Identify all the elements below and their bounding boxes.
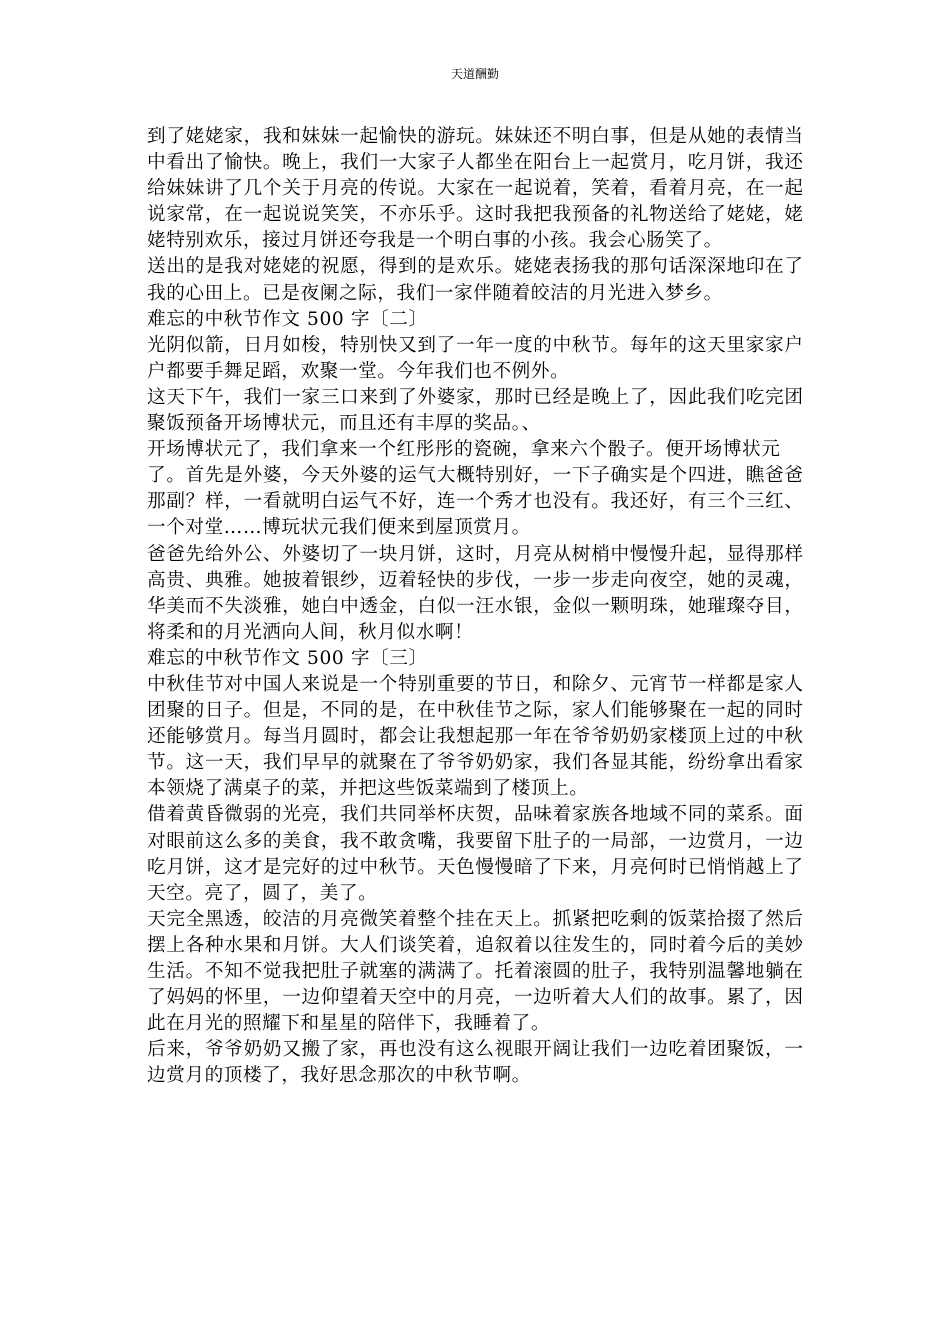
text-line: 说家常，在一起说说笑笑，不亦乐乎。这时我把我预备的礼物送给了姥姥，姥 [147,204,803,226]
text-line: 这天下午，我们一家三口来到了外婆家，那时已经是晚上了，因此我们吃完团 [147,386,803,408]
text-line: 我的心田上。已是夜阑之际，我们一家伴随着皎洁的月光进入梦乡。 [147,282,723,304]
text-line: 后来，爷爷奶奶又搬了家，再也没有这么视眼开阔让我们一边吃着团聚饭，一 [147,1039,803,1061]
page-header: 天道酬勤 [450,67,499,81]
text-line: 爸爸先给外公、外婆切了一块月饼，这时，月亮从树梢中慢慢升起，显得那样 [147,543,803,565]
text-line: 中秋佳节对中国人来说是一个特别重要的节日，和除夕、元宵节一样都是家人 [147,673,803,695]
text-line: 中看出了愉快。晚上，我们一大家子人都坐在阳台上一起赏月，吃月饼，我还 [147,152,803,174]
text-line: 天空。亮了，圆了，美了。 [147,882,378,904]
text-line: 到了姥姥家，我和妹妹一起愉快的游玩。妹妹还不明白事，但是从她的表情当 [147,126,803,147]
text-line: 户都要手舞足蹈，欢聚一堂。今年我们也不例外。 [147,360,570,382]
document-body [147,124,803,1089]
text-line: 此在月光的照耀下和星星的陪伴下，我睡着了。 [147,1013,551,1035]
text-line: 了。首先是外婆，今天外婆的运气大概特别好，一下子确实是个四进，瞧爸爸 [147,465,803,487]
text-line: 送出的是我对姥姥的祝愿，得到的是欢乐。姥姥表扬我的那句话深深地印在了 [147,256,803,278]
text-line: 对眼前这么多的美食，我不敢贪嘴，我要留下肚子的一局部，一边赏月，一边 [147,830,803,852]
text-line: 吃月饼，这才是完好的过中秋节。天色慢慢暗了下来，月亮何时已悄悄越上了 [147,856,803,878]
text-line: 还能够赏月。每当月圆时，都会让我想起那一年在爷爷奶奶家楼顶上过的中秋 [147,726,803,748]
text-line: 开场博状元了，我们拿来一个红彤彤的瓷碗，拿来六个骰子。便开场博状元 [147,439,781,461]
text-line: 天完全黑透，皎洁的月亮微笑着整个挂在天上。抓紧把吃剩的饭菜拾掇了然后 [147,908,803,930]
text-line: 了妈妈的怀里，一边仰望着天空中的月亮，一边听着大人们的故事。累了，因 [147,987,803,1009]
text-line: 将柔和的月光洒向人间，秋月似水啊！ [147,621,474,643]
text-line: 聚饭预备开场博状元，而且还有丰厚的奖品。、 [147,413,541,435]
text-line: 借着黄昏微弱的光亮，我们共同举杯庆贺，品味着家族各地域不同的菜系。面 [147,804,803,826]
text-line: 光阴似箭，日月如梭，特别快又到了一年一度的中秋节。每年的这天里家家户 [147,334,803,356]
text-line: 难忘的中秋节作文 500 字〔二〕 [147,308,428,330]
text-line: 团聚的日子。但是，不同的是，在中秋佳节之际，家人们能够聚在一起的同时 [147,700,803,722]
text-line: 姥特别欢乐，接过月饼还夸我是一个明白事的小孩。我会心肠笑了。 [147,230,723,252]
text-line: 摆上各种水果和月饼。大人们谈笑着，追叙着以往发生的，同时着今后的美妙 [147,934,803,956]
text-line: 本领烧了满桌子的菜，并把这些饭菜端到了楼顶上。 [147,778,589,800]
text-line: 一个对堂……博玩状元我们便来到屋顶赏月。 [147,517,531,539]
text-line: 华美而不失淡雅，她白中透金，白似一汪水银，金似一颗明珠，她璀璨夺目， [147,595,803,617]
text-line: 那副？样，一看就明白运气不好，连一个秀才也没有。我还好，有三个三红、 [147,491,803,513]
text-line: 给妹妹讲了几个关于月亮的传说。大家在一起说着，笑着，看着月亮，在一起 [147,178,803,200]
text-line: 生活。不知不觉我把肚子就塞的满满了。托着滚圆的肚子，我特别温馨地躺在 [147,961,803,982]
text-line: 高贵、典雅。她披着银纱，迈着轻快的步伐，一步一步走向夜空，她的灵魂， [147,569,803,591]
text-line: 边赏月的顶楼了，我好思念那次的中秋节啊。 [147,1065,531,1087]
text-line: 节。这一天，我们早早的就聚在了爷爷奶奶家，我们各显其能，纷纷拿出看家 [147,752,803,774]
text-line: 难忘的中秋节作文 500 字〔三〕 [147,647,428,669]
